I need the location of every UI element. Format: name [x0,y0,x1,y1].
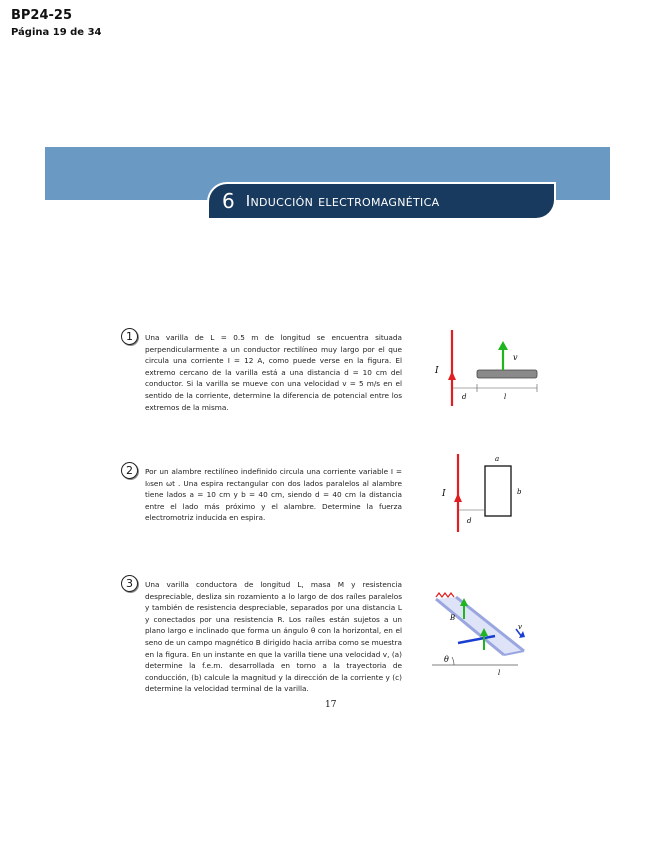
distance-label: d [467,517,472,525]
figure-wire-rod [430,328,550,408]
angle-label: θ [444,655,449,664]
problem-number: 1 [121,328,138,345]
current-label: I [442,489,446,499]
length-label: l [504,393,507,401]
current-label: I [435,366,439,376]
velocity-label: v [518,623,522,631]
field-label-1: B [450,614,456,622]
problem-text: Una varilla de L = 0.5 m de longitud se encuentra situada perpendicularmente a un conductor rectilíneo muy largo por el que circula una corriente I = 12 A, como puede verse en la figura. El extremo cercano de la varilla está a una distancia d = 10 cm del conductor. Si la varilla se mueve con una velocidad v = 5 m/s en el sentido de la corriente, determine la diferencia de potencial entre los extremos de la misma. [145,333,402,412]
velocity-label: v [513,353,518,362]
page-number: 17 [325,700,337,710]
page-indicator: Página 19 de 34 [11,27,102,38]
figure-inclined-rails [428,585,538,680]
problem-text: Una varilla conductora de longitud L, masa M y resistencia despreciable, desliza sin rozamiento a lo largo de dos raíles paralelos y también de resistencia despreciable, separados por una distancia L y conectados por una resistencia R. Los raíles están sujetos a un plano largo e inclinado que forma un ángulo θ con la horizontal, en el seno de un campo magnético B dirigido hacia arriba como se muestra en la figura. En un instante en que la varilla tiene una velocidad v, (a) determine la f.e.m. desarrollada en torno a la trayectoria de conducción, (b) calcule la magnitud y la dirección de la corriente y (c) determine la velocidad terminal de la varilla. [145,580,402,694]
problem-text: Por un alambre rectilíneo indefinido circula una corriente variable I = I₀sen ωt . Una espira rectangular con dos lados paralelos al alambre tiene lados a = 10 cm y b = 40 cm, siendo d = 40 cm la distancia entre el lado más próximo y el alambre. Determine la fuerza electromotriz inducida en espira. [145,467,402,523]
problem-number: 3 [121,575,138,592]
document-code: BP24-25 [11,8,73,23]
figure-wire-loop [436,452,526,537]
chapter-title [209,184,554,218]
side-b-label: b [517,488,522,496]
problem-number: 2 [121,462,138,479]
side-a-label: a [495,455,500,463]
distance-label: d [462,393,467,401]
chapter-title-text: Inducción electromagnética [245,192,440,210]
chapter-number: 6 [222,189,235,213]
length-label: l [498,669,501,677]
